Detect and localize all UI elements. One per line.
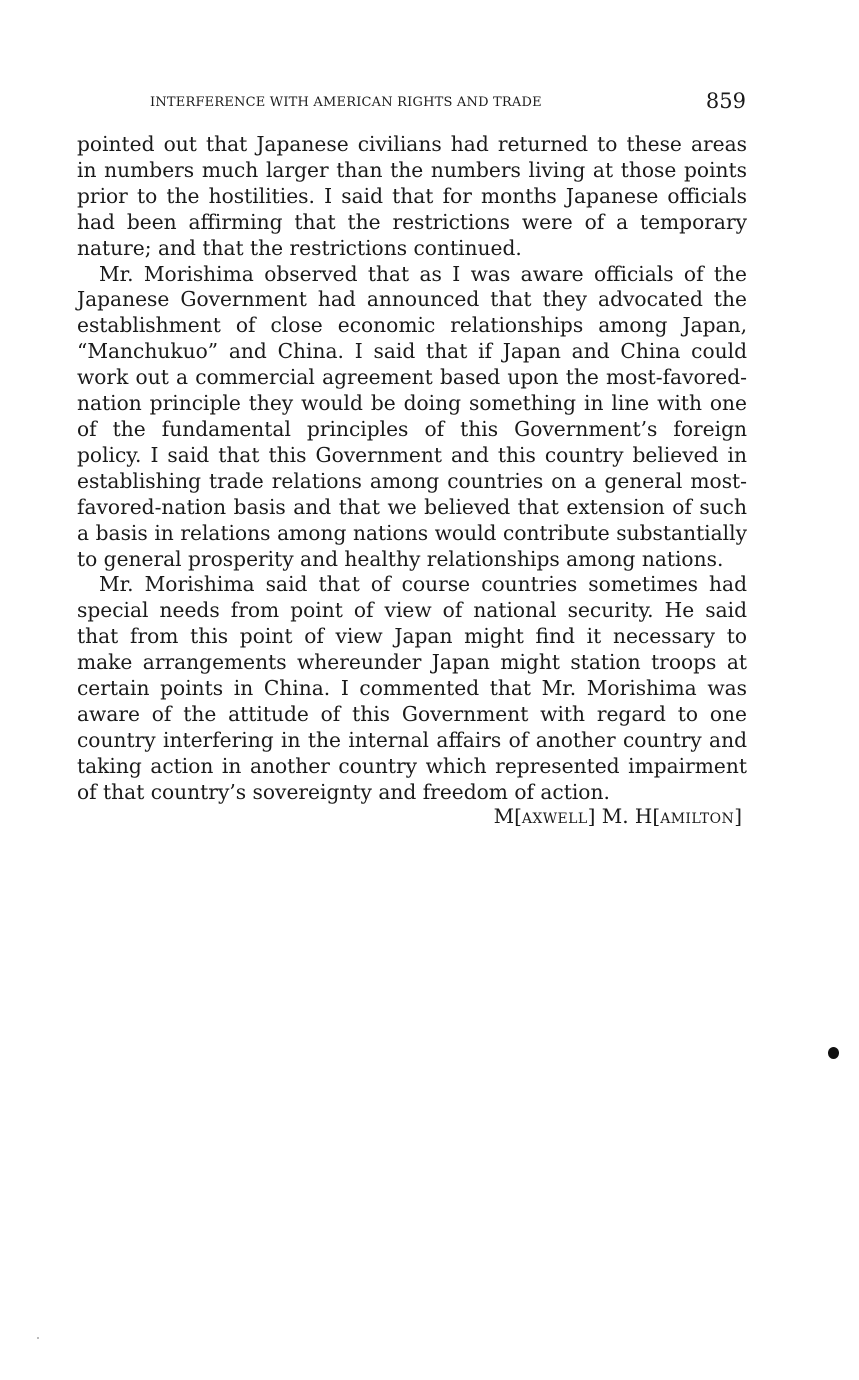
signature-first-initial: M[ [493,804,522,828]
ink-dot-mark [828,1047,839,1059]
paragraph-3: Mr. Morishima said that of course countries sometimes had special needs from point of view of national security. He said that from this point of view Japan might find it necessary to make arrangements whereunder Japan might station troops at certain points in China. I commented that Mr. Morishima was aware of the attitude of this Government with regard to one country interfering in the internal affairs of another country and taking action in another country which represented impairment of that country’s sovereignty and freedom of action. [77,572,747,804]
signature-middle: ] M. H[ [587,804,661,828]
paragraph-1: pointed out that Japanese civilians had returned to these areas in numbers much larger than the numbers living at those points prior to the hostilities. I said that for months Japanese officials had been affirming that the restrictions were of a temporary nature; and that the restrictions continued. [77,132,747,260]
paragraph-2: Mr. Morishima observed that as I was aware officials of the Japanese Government had announced that they advocated the establishment of close economic relationships among Japan, “Manchukuo” and China. I said that if Japan and China could work out a commercial agreement based upon the most-favored-nation principle they would be doing something in line with one of the fundamental principles of this Government’s foreign policy. I said that this Government and this country believed in establishing trade relations among countries on a general most-favored-nation basis and that we believed that extension of such a basis in relations among nations would contribute substantially to general prosperity and healthy relationships among nations. [77,261,747,571]
scan-speck [37,1337,39,1339]
body-text [77,132,747,806]
running-head [150,89,746,117]
signature-first-rest: AXWELL [521,811,588,827]
signature-close: ] [734,804,742,828]
running-title: INTERFERENCE WITH AMERICAN RIGHTS AND TRADE [150,95,542,110]
signature-last-rest: AMILTON [660,811,735,827]
signature [494,804,742,828]
page-number: 859 [705,89,746,113]
